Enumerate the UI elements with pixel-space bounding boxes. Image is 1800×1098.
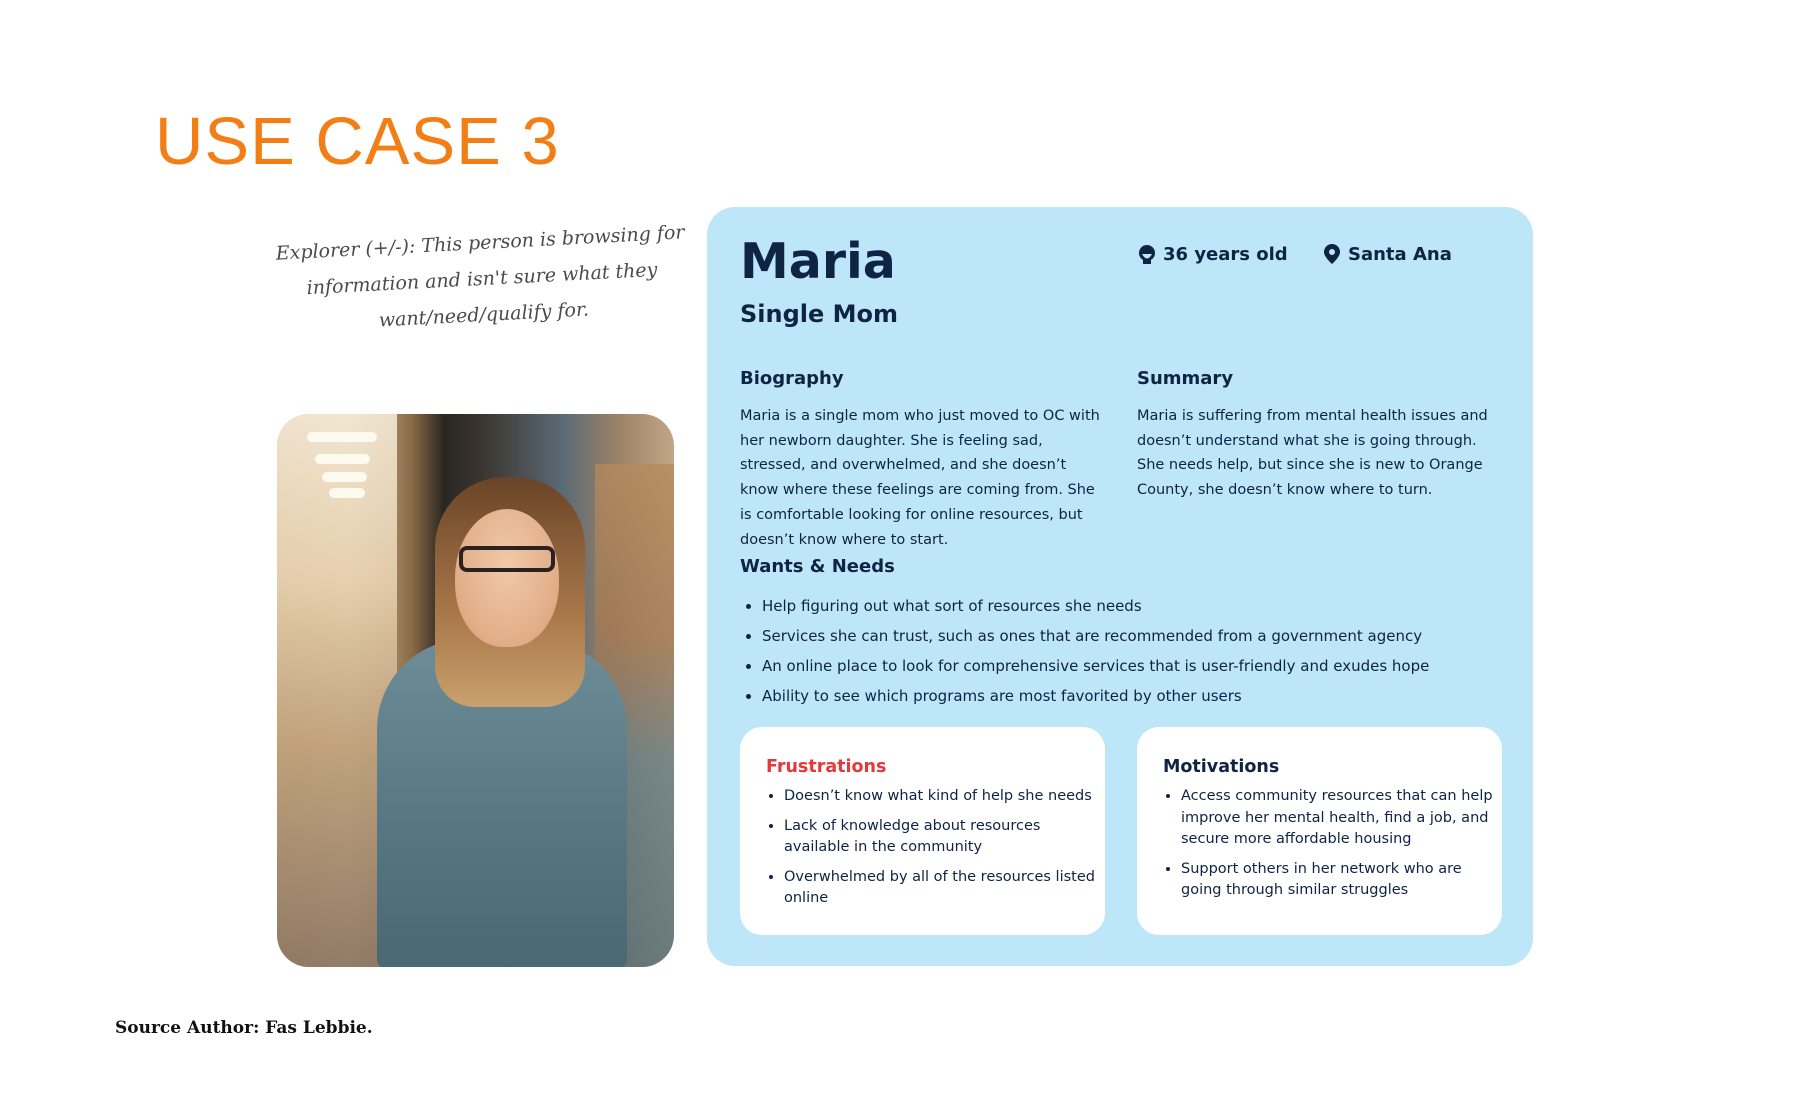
list-item: • Overwhelmed by all of the resources listed online — [784, 867, 1104, 910]
persona-role: Single Mom — [740, 300, 899, 328]
motivations-box — [1137, 727, 1502, 935]
persona-name: Maria — [740, 233, 896, 290]
list-item: • Support others in her network who are going through similar struggles — [1181, 859, 1501, 902]
list-item: • Lack of knowledge about resources available in the community — [784, 816, 1104, 859]
persona-age-text: 36 years old — [1163, 243, 1288, 265]
motivations-list — [1163, 786, 1501, 910]
persona-location-text: Santa Ana — [1348, 243, 1452, 265]
wants-heading: Wants & Needs — [740, 556, 895, 577]
persona-type-note: Explorer (+/-): This person is browsing for information and isn't sure what they want/need/qualify for. — [275, 221, 685, 332]
map-pin-icon — [1322, 243, 1342, 265]
frustrations-heading: Frustrations — [766, 757, 887, 777]
list-item: • Services she can trust, such as ones that are recommended from a government agency — [762, 621, 1429, 651]
list-item: • An online place to look for comprehensive services that is user-friendly and exudes hope — [762, 651, 1429, 681]
persona-location — [1322, 243, 1452, 265]
list-item: • Ability to see which programs are most favorited by other users — [762, 681, 1429, 711]
list-item: • Help figuring out what sort of resources she needs — [762, 591, 1429, 621]
frustrations-box — [740, 727, 1105, 935]
person-head-icon — [1137, 243, 1157, 265]
source-credit: Source Author: Fas Lebbie. — [115, 1018, 373, 1038]
frustrations-list — [766, 786, 1104, 918]
biography-heading: Biography — [740, 368, 844, 389]
motivations-heading: Motivations — [1163, 757, 1280, 777]
summary-heading: Summary — [1137, 368, 1234, 389]
list-item: • Access community resources that can help improve her mental health, find a job, and secure more affordable housing — [1181, 786, 1501, 851]
page-title: USE CASE 3 — [155, 104, 560, 179]
biography-text: Maria is a single mom who just moved to OC with her newborn daughter. She is feeling sad, stressed, and overwhelmed, and she doesn’t know where these feelings are coming from. She is comfortable looking for online resources, but doesn’t know where to start. — [740, 408, 1100, 548]
wants-list — [740, 591, 1429, 711]
list-item: • Doesn’t know what kind of help she needs — [784, 786, 1104, 808]
summary-text: Maria is suffering from mental health issues and doesn’t understand what she is going through. She needs help, but since she is new to Orange County, she doesn’t know where to turn. — [1137, 408, 1488, 499]
persona-card — [707, 207, 1533, 966]
persona-age — [1137, 243, 1288, 265]
persona-photo — [277, 414, 674, 967]
